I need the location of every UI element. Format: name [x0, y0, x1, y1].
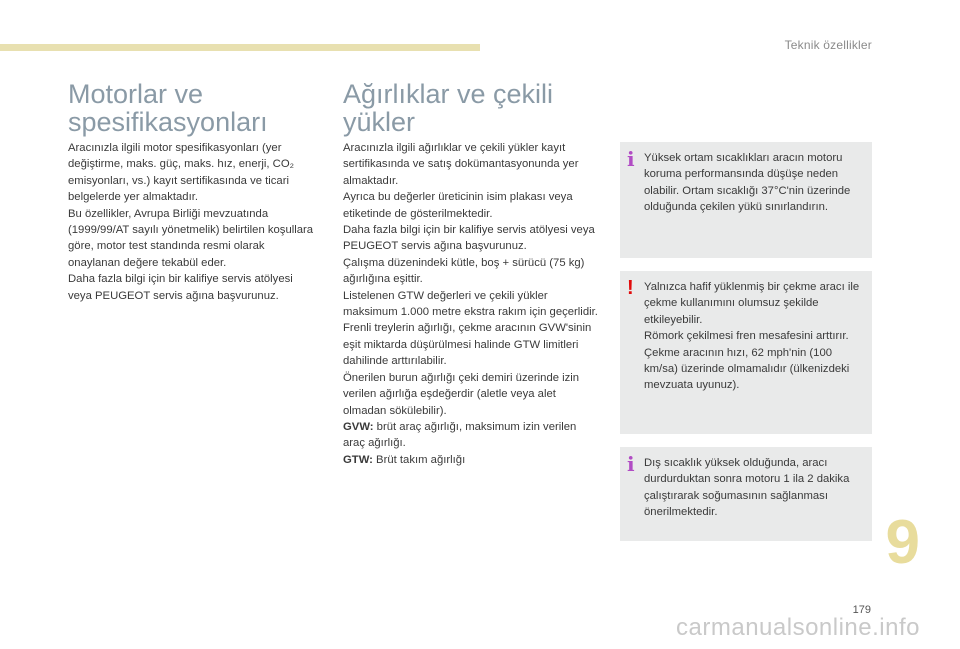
gvw-text: brüt araç ağırlığı, maksimum izin verilen araç ağırlığı. [343, 420, 577, 450]
weights-paragraph: Daha fazla bilgi için bir kalifiye servis atölyesi veya PEUGEOT servis ağına başvurunuz. [343, 224, 595, 253]
weights-paragraph: Frenli treylerin ağırlığı, çekme aracının GVW'sinin eşit miktarda düşürülmesi halinde GTW limitleri dahilinde arttırılabilir. [343, 322, 592, 368]
engines-paragraph: Bu özellikler, Avrupa Birliği mevzuatında (1999/99/AT sayılı yönetmelik) belirtilen koşullara göre, motor test standında resmi olarak onaylanan değere tekabül eder. [68, 207, 314, 269]
info-box-high-temperature [620, 142, 872, 258]
engines-title: Motorlar ve spesifikasyonları [68, 79, 268, 137]
weights-title: Ağırlıklar ve çekili yükler [343, 79, 554, 137]
weights-text [343, 140, 601, 468]
warning-box-text: Çekme aracının hızı, 62 mph'nin (100 km/sa) üzerinde olmamalıdır (ülkenizdeki mevzuata uyunuz). [644, 346, 850, 392]
page-number: 179 [852, 604, 871, 616]
section-label: Teknik özellikler [784, 38, 872, 52]
weights-paragraph: Ayrıca bu değerler üreticinin isim plakası veya etiketinde de gösterilmektedir. [343, 191, 573, 220]
engines-text [68, 140, 314, 304]
weights-paragraph: Aracınızla ilgili ağırlıklar ve çekili yükler kayıt sertifikasında ve satış dokümantasyonunda yer almaktadır. [343, 142, 579, 187]
engines-paragraph: Aracınızla ilgili motor spesifikasyonları (yer değiştirme, maks. güç, maks. hız, enerji, CO₂ emisyonları, vs.) kayıt sertifikasında ve ticari belgelerde yer almaktadır. [68, 142, 294, 204]
gtw-label: GTW: [343, 453, 373, 466]
info-icon: i [627, 452, 635, 476]
gtw-definition [343, 452, 601, 468]
weights-paragraph: Çalışma düzenindeki kütle, boş + sürücü (75 kg) ağırlığına eşittir. [343, 256, 585, 286]
info-box-text: Dış sıcaklık yüksek olduğunda, aracı durdurduktan sonra motoru 1 ila 2 dakika çalıştırarak soğumasının sağlanması önerilmektedir. [644, 457, 850, 519]
watermark: carmanualsonline.info [676, 614, 920, 641]
weights-paragraph: Listelenen GTW değerleri ve çekili yükler maksimum 1.000 metre ekstra rakım için geçerlidir. [343, 289, 598, 319]
gvw-label: GVW: [343, 420, 374, 433]
warning-box-text: Yalnızca hafif yüklenmiş bir çekme aracı ile çekme kullanımını olumsuz şekilde etkileyebilir. [644, 281, 860, 326]
info-box-cooling [620, 447, 872, 541]
weights-paragraph: Önerilen burun ağırlığı çeki demiri üzerinde izin verilen ağırlığa eşdeğerdir (aletle veya alet olmadan sökülebilir). [343, 371, 580, 417]
gtw-text: Brüt takım ağırlığı [372, 453, 466, 466]
warning-box-text: Römork çekilmesi fren mesafesini arttırır. [644, 330, 849, 343]
warning-icon: ! [627, 277, 634, 299]
warning-box-towing [620, 271, 872, 434]
engines-paragraph: Daha fazla bilgi için bir kalifiye servis atölyesi veya PEUGEOT servis ağına başvurunuz. [68, 273, 293, 302]
info-icon: i [627, 147, 635, 171]
gvw-definition [343, 419, 601, 452]
chapter-number: 9 [885, 508, 920, 577]
info-box-text: Yüksek ortam sıcaklıkları aracın motoru koruma performansında düşüşe neden olabilir. Ortam sıcaklığı 37°C'nin üzerinde olduğunda çekilen yükü sınırlandırın. [644, 152, 851, 214]
header-accent-bar [0, 44, 480, 51]
